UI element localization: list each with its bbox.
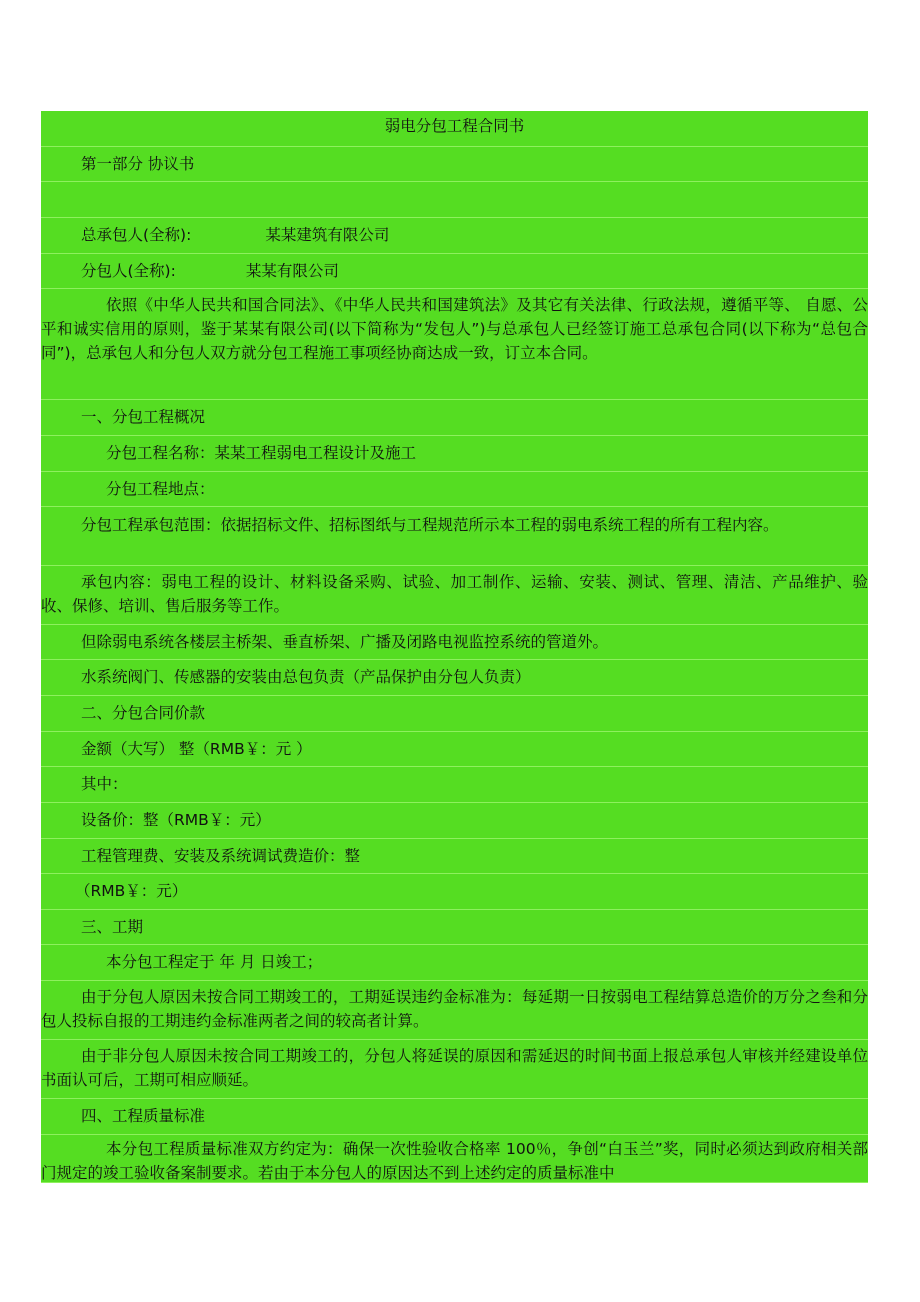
contractor-label: 总承包人(全称): (81, 226, 192, 244)
management-rmb-line: （RMB￥：元） (41, 874, 868, 910)
contractor-name: 某某建筑有限公司 (265, 226, 390, 244)
contractor-line (41, 218, 868, 254)
part1-heading: 第一部分 协议书 (41, 147, 868, 182)
blank-row (41, 182, 868, 218)
subcontractor-name: 某某有限公司 (245, 262, 339, 280)
intro-paragraph: 依照《中华人民共和国合同法》、《中华人民共和国建筑法》及其它有关法律、行政法规，遵循平等、 自愿、公平和诚实信用的原则，鉴于某某有限公司(以下简称为“发包人”)与总承包人已经签订施工总承包合同(以下称为“总包合同”)，总承包人和分包人双方就分包工程施工事项经协商达成一致，订立本合同。 (41, 289, 868, 400)
section2-heading: 二、分包合同价款 (41, 696, 868, 732)
management-line: 工程管理费、安装及系统调试费造价：整 (41, 839, 868, 874)
equipment-line: 设备价：整（RMB￥：元） (41, 803, 868, 839)
project-location: 分包工程地点： (41, 472, 868, 507)
delay-subcontractor-paragraph: 由于分包人原因未按合同工期竣工的，工期延误违约金标准为：每延期一日按弱电工程结算总造价的万分之叁和分包人投标自报的工期违约金标准两者之间的较高者计算。 (41, 981, 868, 1040)
project-name: 分包工程名称：某某工程弱电工程设计及施工 (41, 436, 868, 472)
document-title: 弱电分包工程合同书 (41, 111, 868, 147)
contract-document (41, 111, 868, 1183)
delay-other-paragraph: 由于非分包人原因未按合同工期竣工的，分包人将延误的原因和需延迟的时间书面上报总承包人审核并经建设单位书面认可后，工期可相应顺延。 (41, 1040, 868, 1099)
subcontractor-line (41, 254, 868, 289)
content-paragraph: 承包内容：弱电工程的设计、材料设备采购、试验、加工制作、运输、安装、测试、管理、清洁、产品维护、验收、保修、培训、售后服务等工作。 (41, 566, 868, 625)
quality-paragraph: 本分包工程质量标准双方约定为：确保一次性验收合格率 100％，争创“白玉兰”奖，同时必须达到政府相关部门规定的竣工验收备案制要求。若由于本分包人的原因达不到上述约定的质量标准中 (41, 1135, 868, 1183)
section4-heading: 四、工程质量标准 (41, 1099, 868, 1135)
completion-line: 本分包工程定于 年 月 日竣工； (41, 945, 868, 981)
scope-paragraph: 分包工程承包范围：依据招标文件、招标图纸与工程规范所示本工程的弱电系统工程的所有工程内容。 (41, 507, 868, 566)
section3-heading: 三、工期 (41, 910, 868, 945)
water-line: 水系统阀门、传感器的安装由总包负责（产品保护由分包人负责） (41, 660, 868, 696)
subcontractor-label: 分包人(全称): (81, 262, 176, 280)
amount-line: 金额（大写） 整（RMB￥：元 ） (41, 732, 868, 767)
exclusion-line: 但除弱电系统各楼层主桥架、垂直桥架、广播及闭路电视监控系统的管道外。 (41, 625, 868, 660)
section1-heading: 一、分包工程概况 (41, 400, 868, 436)
among-line: 其中： (41, 767, 868, 803)
